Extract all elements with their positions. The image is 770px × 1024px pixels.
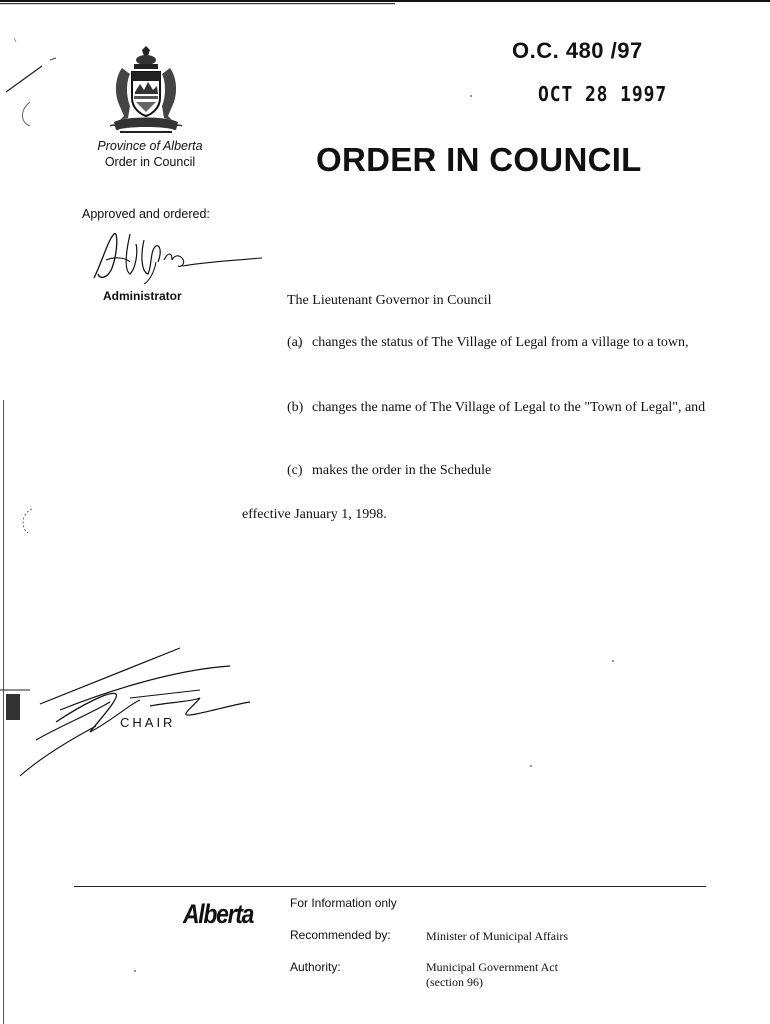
item-letter: (a) <box>287 335 303 350</box>
authority-value <box>426 960 558 990</box>
order-item-c <box>287 460 717 481</box>
item-letter: (c) <box>287 463 303 478</box>
administrator-signature <box>86 222 266 292</box>
order-item-b <box>287 397 717 418</box>
province-name: Province of Alberta <box>97 139 203 153</box>
authority-label: Authority: <box>290 960 341 974</box>
crest-caption: Order in Council <box>104 155 196 169</box>
intro-statement: The Lieutenant Governor in Council <box>287 293 492 308</box>
scan-speck <box>612 660 614 662</box>
administrator-label: Administrator <box>103 289 182 303</box>
order-number: O.C. 480 /97 <box>512 38 643 63</box>
margin-scribble <box>0 30 80 140</box>
scan-speck <box>470 95 472 97</box>
alberta-coat-of-arms-icon <box>104 46 188 138</box>
item-text: makes the order in the Schedule <box>312 463 492 478</box>
scan-speck <box>134 970 136 972</box>
alberta-logo: Alberta <box>183 899 254 929</box>
order-date-stamp: OCT 28 1997 <box>538 82 668 106</box>
information-only-label: For Information only <box>290 896 397 910</box>
recommended-by-value: Minister of Municipal Affairs <box>426 929 569 943</box>
scan-speck <box>530 765 532 767</box>
chair-label: CHAIR <box>120 715 176 730</box>
order-item-a <box>287 332 717 353</box>
recommended-by-label: Recommended by: <box>290 928 391 942</box>
item-letter: (b) <box>287 400 304 415</box>
chair-signature <box>0 640 270 780</box>
document-title: ORDER IN COUNCIL <box>316 141 642 178</box>
footer-divider <box>74 886 706 887</box>
approved-ordered-label: Approved and ordered: <box>82 207 210 221</box>
authority-value-line: Municipal Government Act <box>426 960 558 974</box>
effective-date-statement: effective January 1, 1998. <box>242 507 387 522</box>
margin-scribble <box>18 505 48 540</box>
top-border-rule <box>0 0 770 6</box>
item-text: changes the name of The Village of Legal to the "Town of Legal", and <box>312 400 706 415</box>
authority-value-line: (section 96) <box>426 975 483 989</box>
item-text: changes the status of The Village of Legal from a village to a town, <box>312 335 689 350</box>
